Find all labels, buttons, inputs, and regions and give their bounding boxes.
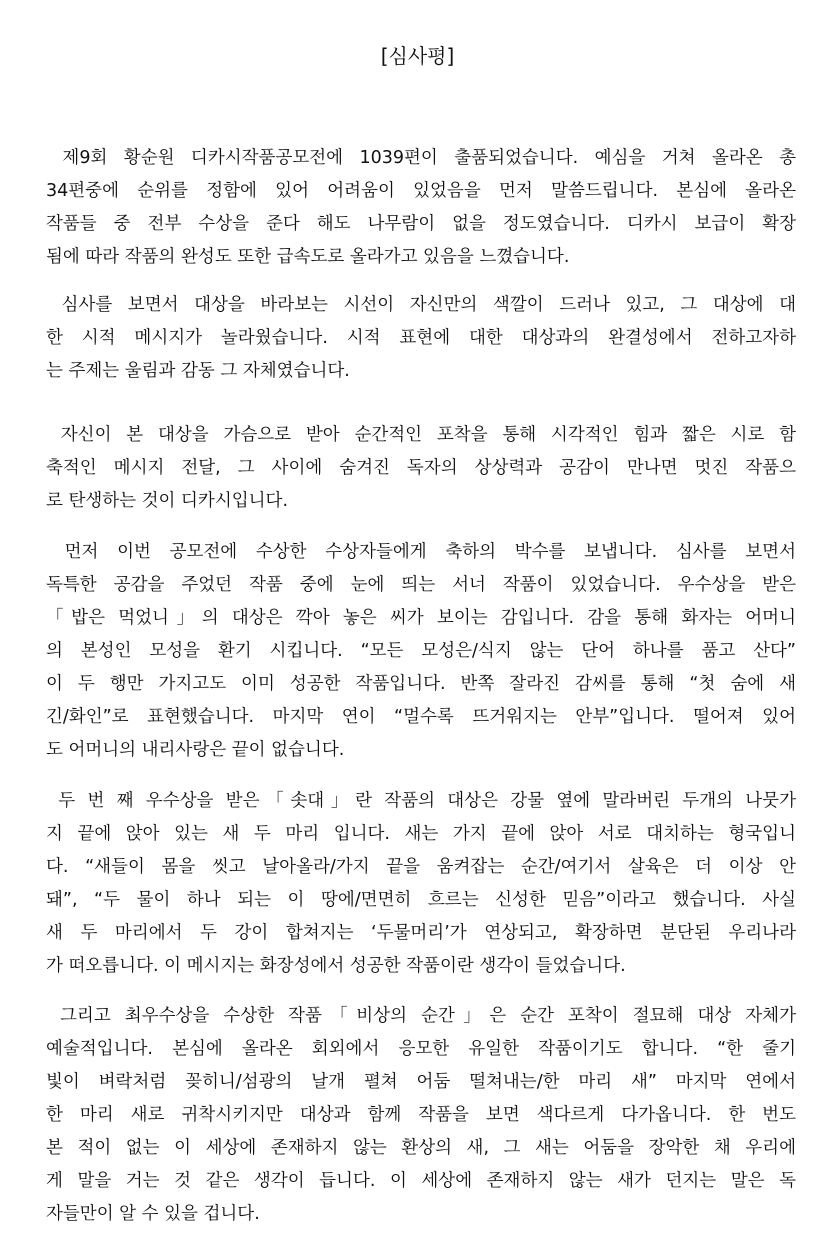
paragraph-line: 로 탄생하는 것이 디카시입니다. xyxy=(46,491,289,511)
paragraph-line: 34편중에 순위를 정함에 있어 어려움이 있었음을 먼저 말씀드립니다. 본심에 올라온 xyxy=(46,181,796,201)
paragraph-line: 새 두 마리에서 두 강이 합쳐지는 ‘두물머리’가 연상되고, 확장하면 분단된 우리나라 xyxy=(46,923,796,943)
paragraph-line: 게 말을 거는 것 같은 생각이 듭니다. 이 세상에 존재하지 않는 새가 던지는 말은 독 xyxy=(46,1171,796,1191)
paragraph-second-excellence xyxy=(46,785,796,983)
paragraph-first-excellence xyxy=(46,536,796,767)
paragraph-impression xyxy=(46,289,796,388)
paragraph-line: 제9회 황순원 디카시작품공모전에 1039편이 출품되었습니다. 예심을 거쳐 올라온 총 xyxy=(46,148,796,168)
paragraph-line: 는 주제는 울림과 감동 그 자체였습니다. xyxy=(46,361,350,381)
paragraph-line: 그리고 최우수상을 수상한 작품「비상의 순간」은 순간 포착이 절묘해 대상 자체가 xyxy=(46,1006,796,1026)
paragraph-line: 도 어머니의 내리사랑은 끝이 없습니다. xyxy=(46,740,345,760)
paragraph-line: 됨에 따라 작품의 완성도 또한 급속도로 올라가고 있음을 느꼈습니다. xyxy=(46,247,570,267)
paragraph-line: 축적인 메시지 전달, 그 사이에 숨겨진 독자의 상상력과 공감이 만나면 멋진 작품으 xyxy=(46,458,796,478)
paragraph-line: 빛이 벼락처럼 꽂히니/섬광의 날개 펼쳐 어둠 떨쳐내는/한 마리 새” 마지막 연에서 xyxy=(46,1072,796,1092)
paragraph-line: 두 번 째 우수상을 받은「솟대」란 작품의 대상은 강물 옆에 말라버린 두개의 나뭇가 xyxy=(46,791,796,811)
paragraph-line: 본 적이 없는 이 세상에 존재하지 않는 환상의 새, 그 새는 어둠을 장악한 채 우리에 xyxy=(46,1138,796,1158)
paragraph-line: 심사를 보면서 대상을 바라보는 시선이 자신만의 색깔이 드러나 있고, 그 대상에 대 xyxy=(46,295,796,315)
paragraph-line: 긴/화인”로 표현했습니다. 마지막 연이 “멀수록 뜨거워지는 안부”입니다. 떨어져 있어 xyxy=(46,707,796,727)
paragraph-line: 지 끝에 앉아 있는 새 두 마리 입니다. 새는 가지 끝에 앉아 서로 대치하는 형국입니 xyxy=(46,824,796,844)
paragraph-line: 작품들 중 전부 수상을 준다 해도 나무람이 없을 정도였습니다. 디카시 보급이 확장 xyxy=(46,214,796,234)
paragraph-intro xyxy=(46,142,796,274)
paragraph-line: 예술적입니다. 본심에 올라온 회외에서 응모한 유일한 작품이기도 합니다. “한 줄기 xyxy=(46,1039,796,1059)
paragraph-line: 한 마리 새로 귀착시키지만 대상과 함께 작품을 보면 색다르게 다가옵니다. 한 번도 xyxy=(46,1105,796,1125)
paragraph-line: 독특한 공감을 주었던 작품 중에 눈에 띄는 서너 작품이 있었습니다. 우수상을 받은 xyxy=(46,575,796,595)
paragraph-line: 의 본성인 모성을 환기 시킵니다. “모든 모성은/식지 않는 단어 하나를 품고 산다” xyxy=(46,641,796,661)
paragraph-line: 「밥은 먹었니」의 대상은 깍아 놓은 씨가 보이는 감입니다. 감을 통해 화자는 어머니 xyxy=(46,608,796,628)
paragraph-definition xyxy=(46,419,796,518)
paragraph-grand-prize xyxy=(46,1000,796,1231)
paragraph-line: 먼저 이번 공모전에 수상한 수상자들에게 축하의 박수를 보냅니다. 심사를 보면서 xyxy=(46,542,796,562)
paragraph-line: 자들만이 알 수 있을 겁니다. xyxy=(46,1204,260,1224)
paragraph-line: 돼”, “두 물이 하나 되는 이 땅에/면면히 흐르는 신성한 믿음”이라고 했습니다. 사실 xyxy=(46,890,796,910)
document-title: [심사평] xyxy=(380,44,455,68)
paragraph-line: 한 시적 메시지가 놀라웠습니다. 시적 표현에 대한 대상과의 완결성에서 전하고자하 xyxy=(46,328,796,348)
paragraph-line: 다. “새들이 몸을 씻고 날아올라/가지 끝을 움켜잡는 순간/여기서 살육은 더 이상 안 xyxy=(46,857,796,877)
paragraph-line: 이 두 행만 가지고도 이미 성공한 작품입니다. 반쪽 잘라진 감씨를 통해 “첫 숨에 새 xyxy=(46,674,796,694)
paragraph-line: 자신이 본 대상을 가슴으로 받아 순간적인 포착을 통해 시각적인 힘과 짧은 시로 함 xyxy=(46,425,796,445)
paragraph-line: 가 떠오릅니다. 이 메시지는 화장성에서 성공한 작품이란 생각이 들었습니다. xyxy=(46,956,626,976)
